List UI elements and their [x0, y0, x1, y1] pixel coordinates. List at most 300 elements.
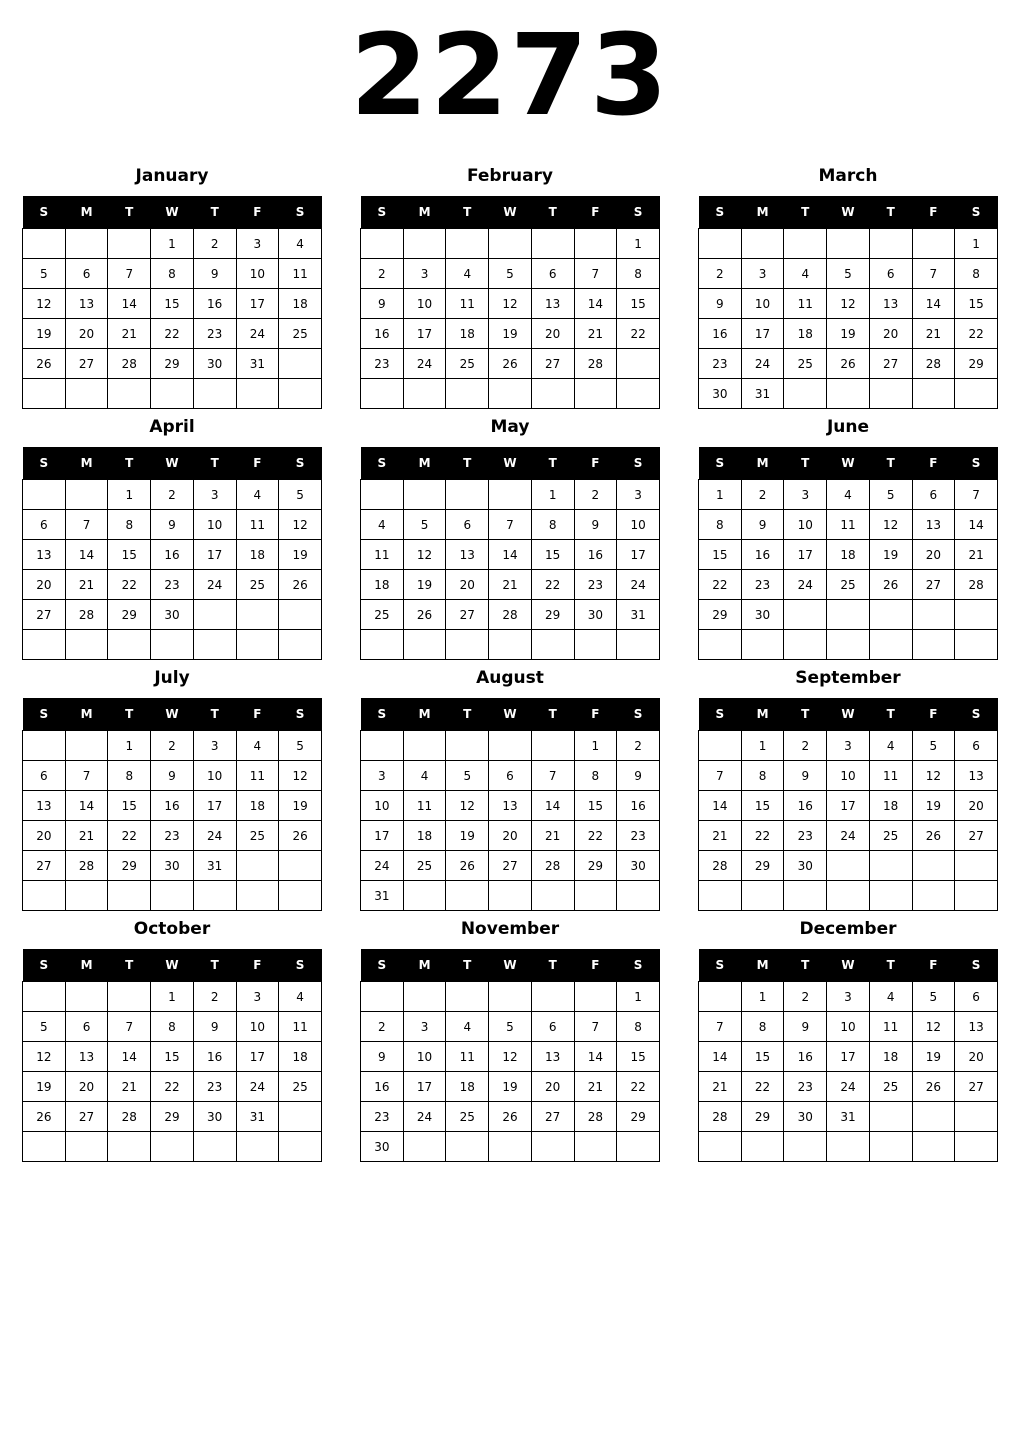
day-cell[interactable]: 1 [108, 480, 151, 510]
day-cell[interactable]: 14 [65, 791, 108, 821]
day-cell[interactable]: 2 [741, 480, 784, 510]
day-cell[interactable]: 7 [65, 510, 108, 540]
day-cell[interactable]: 2 [574, 480, 617, 510]
day-cell[interactable]: 1 [151, 982, 194, 1012]
day-cell[interactable]: 1 [574, 731, 617, 761]
day-cell[interactable]: 18 [869, 1042, 912, 1072]
day-cell[interactable]: 31 [361, 881, 404, 911]
day-cell[interactable]: 9 [151, 510, 194, 540]
day-cell[interactable]: 16 [699, 319, 742, 349]
day-cell[interactable]: 5 [827, 259, 870, 289]
day-cell[interactable]: 6 [446, 510, 489, 540]
day-cell[interactable]: 13 [23, 791, 66, 821]
day-cell[interactable]: 9 [784, 1012, 827, 1042]
day-cell[interactable]: 4 [869, 982, 912, 1012]
day-cell[interactable]: 25 [784, 349, 827, 379]
day-cell[interactable]: 21 [699, 821, 742, 851]
day-cell[interactable]: 28 [912, 349, 955, 379]
day-cell[interactable]: 2 [784, 731, 827, 761]
day-cell[interactable]: 28 [955, 570, 998, 600]
day-cell[interactable]: 11 [446, 289, 489, 319]
day-cell[interactable]: 11 [279, 259, 322, 289]
day-cell[interactable]: 4 [279, 229, 322, 259]
day-cell[interactable]: 5 [489, 259, 532, 289]
day-cell[interactable]: 26 [23, 1102, 66, 1132]
day-cell[interactable]: 16 [574, 540, 617, 570]
day-cell[interactable]: 13 [446, 540, 489, 570]
day-cell[interactable]: 25 [446, 349, 489, 379]
day-cell[interactable]: 1 [617, 229, 660, 259]
day-cell[interactable]: 10 [361, 791, 404, 821]
day-cell[interactable]: 15 [699, 540, 742, 570]
day-cell[interactable]: 13 [531, 1042, 574, 1072]
day-cell[interactable]: 27 [65, 349, 108, 379]
day-cell[interactable]: 10 [193, 761, 236, 791]
day-cell[interactable]: 25 [827, 570, 870, 600]
day-cell[interactable]: 30 [784, 851, 827, 881]
day-cell[interactable]: 26 [912, 1072, 955, 1102]
day-cell[interactable]: 2 [361, 1012, 404, 1042]
day-cell[interactable]: 14 [531, 791, 574, 821]
day-cell[interactable]: 28 [699, 1102, 742, 1132]
day-cell[interactable]: 21 [108, 1072, 151, 1102]
day-cell[interactable]: 6 [65, 259, 108, 289]
day-cell[interactable]: 19 [23, 319, 66, 349]
day-cell[interactable]: 18 [279, 1042, 322, 1072]
day-cell[interactable]: 3 [236, 982, 279, 1012]
day-cell[interactable]: 4 [784, 259, 827, 289]
day-cell[interactable]: 21 [574, 319, 617, 349]
day-cell[interactable]: 27 [955, 821, 998, 851]
day-cell[interactable]: 6 [955, 982, 998, 1012]
day-cell[interactable]: 28 [108, 1102, 151, 1132]
day-cell[interactable]: 5 [446, 761, 489, 791]
day-cell[interactable]: 15 [574, 791, 617, 821]
day-cell[interactable]: 27 [65, 1102, 108, 1132]
day-cell[interactable]: 20 [531, 1072, 574, 1102]
day-cell[interactable]: 23 [193, 1072, 236, 1102]
day-cell[interactable]: 6 [869, 259, 912, 289]
day-cell[interactable]: 11 [236, 510, 279, 540]
day-cell[interactable]: 27 [23, 851, 66, 881]
day-cell[interactable]: 12 [446, 791, 489, 821]
day-cell[interactable]: 18 [869, 791, 912, 821]
day-cell[interactable]: 24 [403, 349, 446, 379]
day-cell[interactable]: 18 [784, 319, 827, 349]
day-cell[interactable]: 14 [574, 1042, 617, 1072]
day-cell[interactable]: 11 [784, 289, 827, 319]
day-cell[interactable]: 29 [574, 851, 617, 881]
day-cell[interactable]: 24 [236, 319, 279, 349]
day-cell[interactable]: 23 [574, 570, 617, 600]
day-cell[interactable]: 27 [23, 600, 66, 630]
day-cell[interactable]: 14 [699, 1042, 742, 1072]
day-cell[interactable]: 9 [193, 1012, 236, 1042]
day-cell[interactable]: 22 [617, 1072, 660, 1102]
day-cell[interactable]: 1 [955, 229, 998, 259]
day-cell[interactable]: 20 [65, 319, 108, 349]
day-cell[interactable]: 13 [23, 540, 66, 570]
day-cell[interactable]: 11 [446, 1042, 489, 1072]
day-cell[interactable]: 23 [361, 1102, 404, 1132]
day-cell[interactable]: 29 [741, 1102, 784, 1132]
day-cell[interactable]: 1 [617, 982, 660, 1012]
day-cell[interactable]: 13 [65, 1042, 108, 1072]
day-cell[interactable]: 24 [193, 570, 236, 600]
day-cell[interactable]: 2 [193, 229, 236, 259]
day-cell[interactable]: 22 [108, 570, 151, 600]
day-cell[interactable]: 19 [446, 821, 489, 851]
day-cell[interactable]: 15 [617, 1042, 660, 1072]
day-cell[interactable]: 7 [108, 259, 151, 289]
day-cell[interactable]: 26 [446, 851, 489, 881]
day-cell[interactable]: 18 [827, 540, 870, 570]
day-cell[interactable]: 28 [699, 851, 742, 881]
day-cell[interactable]: 19 [279, 791, 322, 821]
day-cell[interactable]: 19 [489, 319, 532, 349]
day-cell[interactable]: 28 [574, 1102, 617, 1132]
day-cell[interactable]: 5 [403, 510, 446, 540]
day-cell[interactable]: 4 [869, 731, 912, 761]
day-cell[interactable]: 12 [279, 510, 322, 540]
day-cell[interactable]: 24 [827, 1072, 870, 1102]
day-cell[interactable]: 2 [193, 982, 236, 1012]
day-cell[interactable]: 25 [403, 851, 446, 881]
day-cell[interactable]: 21 [955, 540, 998, 570]
day-cell[interactable]: 23 [784, 821, 827, 851]
day-cell[interactable]: 10 [827, 1012, 870, 1042]
day-cell[interactable]: 15 [108, 791, 151, 821]
day-cell[interactable]: 14 [955, 510, 998, 540]
day-cell[interactable]: 7 [699, 761, 742, 791]
day-cell[interactable]: 22 [741, 821, 784, 851]
day-cell[interactable]: 26 [912, 821, 955, 851]
day-cell[interactable]: 9 [574, 510, 617, 540]
day-cell[interactable]: 5 [23, 259, 66, 289]
day-cell[interactable]: 24 [236, 1072, 279, 1102]
day-cell[interactable]: 29 [151, 349, 194, 379]
day-cell[interactable]: 25 [279, 1072, 322, 1102]
day-cell[interactable]: 12 [827, 289, 870, 319]
day-cell[interactable]: 29 [741, 851, 784, 881]
day-cell[interactable]: 3 [741, 259, 784, 289]
day-cell[interactable]: 26 [827, 349, 870, 379]
day-cell[interactable]: 1 [699, 480, 742, 510]
day-cell[interactable]: 2 [784, 982, 827, 1012]
day-cell[interactable]: 24 [193, 821, 236, 851]
day-cell[interactable]: 15 [531, 540, 574, 570]
day-cell[interactable]: 22 [531, 570, 574, 600]
day-cell[interactable]: 29 [108, 600, 151, 630]
day-cell[interactable]: 1 [531, 480, 574, 510]
day-cell[interactable]: 31 [741, 379, 784, 409]
day-cell[interactable]: 7 [912, 259, 955, 289]
day-cell[interactable]: 4 [446, 1012, 489, 1042]
day-cell[interactable]: 23 [784, 1072, 827, 1102]
day-cell[interactable]: 10 [403, 1042, 446, 1072]
day-cell[interactable]: 20 [869, 319, 912, 349]
day-cell[interactable]: 9 [784, 761, 827, 791]
day-cell[interactable]: 14 [574, 289, 617, 319]
day-cell[interactable]: 21 [65, 570, 108, 600]
day-cell[interactable]: 13 [955, 761, 998, 791]
day-cell[interactable]: 21 [574, 1072, 617, 1102]
day-cell[interactable]: 8 [617, 259, 660, 289]
day-cell[interactable]: 28 [65, 851, 108, 881]
day-cell[interactable]: 4 [403, 761, 446, 791]
day-cell[interactable]: 6 [531, 259, 574, 289]
day-cell[interactable]: 23 [193, 319, 236, 349]
day-cell[interactable]: 17 [827, 1042, 870, 1072]
day-cell[interactable]: 8 [151, 1012, 194, 1042]
day-cell[interactable]: 22 [699, 570, 742, 600]
day-cell[interactable]: 8 [741, 1012, 784, 1042]
day-cell[interactable]: 10 [741, 289, 784, 319]
day-cell[interactable]: 5 [912, 982, 955, 1012]
day-cell[interactable]: 8 [108, 761, 151, 791]
day-cell[interactable]: 30 [699, 379, 742, 409]
day-cell[interactable]: 8 [531, 510, 574, 540]
day-cell[interactable]: 20 [489, 821, 532, 851]
day-cell[interactable]: 3 [827, 982, 870, 1012]
day-cell[interactable]: 31 [617, 600, 660, 630]
day-cell[interactable]: 25 [236, 570, 279, 600]
day-cell[interactable]: 1 [108, 731, 151, 761]
day-cell[interactable]: 18 [236, 540, 279, 570]
day-cell[interactable]: 27 [912, 570, 955, 600]
day-cell[interactable]: 19 [279, 540, 322, 570]
day-cell[interactable]: 25 [869, 821, 912, 851]
day-cell[interactable]: 25 [279, 319, 322, 349]
day-cell[interactable]: 16 [151, 791, 194, 821]
day-cell[interactable]: 7 [531, 761, 574, 791]
day-cell[interactable]: 19 [403, 570, 446, 600]
day-cell[interactable]: 7 [108, 1012, 151, 1042]
day-cell[interactable]: 26 [23, 349, 66, 379]
day-cell[interactable]: 9 [617, 761, 660, 791]
day-cell[interactable]: 20 [23, 821, 66, 851]
day-cell[interactable]: 11 [403, 791, 446, 821]
day-cell[interactable]: 14 [489, 540, 532, 570]
day-cell[interactable]: 23 [617, 821, 660, 851]
day-cell[interactable]: 6 [65, 1012, 108, 1042]
day-cell[interactable]: 24 [617, 570, 660, 600]
day-cell[interactable]: 24 [361, 851, 404, 881]
day-cell[interactable]: 18 [446, 1072, 489, 1102]
day-cell[interactable]: 29 [617, 1102, 660, 1132]
day-cell[interactable]: 12 [23, 1042, 66, 1072]
day-cell[interactable]: 20 [912, 540, 955, 570]
day-cell[interactable]: 21 [912, 319, 955, 349]
day-cell[interactable]: 7 [65, 761, 108, 791]
day-cell[interactable]: 21 [489, 570, 532, 600]
day-cell[interactable]: 17 [827, 791, 870, 821]
day-cell[interactable]: 10 [617, 510, 660, 540]
day-cell[interactable]: 10 [784, 510, 827, 540]
day-cell[interactable]: 31 [193, 851, 236, 881]
day-cell[interactable]: 21 [531, 821, 574, 851]
day-cell[interactable]: 13 [955, 1012, 998, 1042]
day-cell[interactable]: 17 [741, 319, 784, 349]
day-cell[interactable]: 29 [151, 1102, 194, 1132]
day-cell[interactable]: 13 [912, 510, 955, 540]
day-cell[interactable]: 30 [784, 1102, 827, 1132]
day-cell[interactable]: 16 [361, 319, 404, 349]
day-cell[interactable]: 13 [531, 289, 574, 319]
day-cell[interactable]: 11 [236, 761, 279, 791]
day-cell[interactable]: 15 [151, 1042, 194, 1072]
day-cell[interactable]: 30 [361, 1132, 404, 1162]
day-cell[interactable]: 3 [403, 259, 446, 289]
day-cell[interactable]: 12 [489, 1042, 532, 1072]
day-cell[interactable]: 2 [151, 480, 194, 510]
day-cell[interactable]: 8 [108, 510, 151, 540]
day-cell[interactable]: 27 [531, 1102, 574, 1132]
day-cell[interactable]: 7 [489, 510, 532, 540]
day-cell[interactable]: 5 [279, 480, 322, 510]
day-cell[interactable]: 3 [193, 731, 236, 761]
day-cell[interactable]: 5 [489, 1012, 532, 1042]
day-cell[interactable]: 24 [403, 1102, 446, 1132]
day-cell[interactable]: 20 [531, 319, 574, 349]
day-cell[interactable]: 18 [361, 570, 404, 600]
day-cell[interactable]: 9 [361, 1042, 404, 1072]
day-cell[interactable]: 3 [193, 480, 236, 510]
day-cell[interactable]: 26 [869, 570, 912, 600]
day-cell[interactable]: 29 [108, 851, 151, 881]
day-cell[interactable]: 15 [617, 289, 660, 319]
day-cell[interactable]: 16 [361, 1072, 404, 1102]
day-cell[interactable]: 31 [236, 1102, 279, 1132]
day-cell[interactable]: 26 [279, 570, 322, 600]
day-cell[interactable]: 21 [108, 319, 151, 349]
day-cell[interactable]: 13 [65, 289, 108, 319]
day-cell[interactable]: 13 [489, 791, 532, 821]
day-cell[interactable]: 9 [151, 761, 194, 791]
day-cell[interactable]: 22 [617, 319, 660, 349]
day-cell[interactable]: 11 [869, 1012, 912, 1042]
day-cell[interactable]: 17 [361, 821, 404, 851]
day-cell[interactable]: 31 [827, 1102, 870, 1132]
day-cell[interactable]: 19 [912, 1042, 955, 1072]
day-cell[interactable]: 3 [784, 480, 827, 510]
day-cell[interactable]: 10 [236, 1012, 279, 1042]
day-cell[interactable]: 22 [741, 1072, 784, 1102]
day-cell[interactable]: 2 [151, 731, 194, 761]
day-cell[interactable]: 10 [193, 510, 236, 540]
day-cell[interactable]: 11 [279, 1012, 322, 1042]
day-cell[interactable]: 20 [446, 570, 489, 600]
day-cell[interactable]: 3 [236, 229, 279, 259]
day-cell[interactable]: 18 [446, 319, 489, 349]
day-cell[interactable]: 12 [279, 761, 322, 791]
day-cell[interactable]: 5 [23, 1012, 66, 1042]
day-cell[interactable]: 16 [193, 289, 236, 319]
day-cell[interactable]: 27 [869, 349, 912, 379]
day-cell[interactable]: 11 [827, 510, 870, 540]
day-cell[interactable]: 8 [574, 761, 617, 791]
day-cell[interactable]: 21 [65, 821, 108, 851]
day-cell[interactable]: 6 [531, 1012, 574, 1042]
day-cell[interactable]: 27 [489, 851, 532, 881]
day-cell[interactable]: 10 [403, 289, 446, 319]
day-cell[interactable]: 23 [361, 349, 404, 379]
day-cell[interactable]: 1 [741, 982, 784, 1012]
day-cell[interactable]: 20 [955, 791, 998, 821]
day-cell[interactable]: 19 [489, 1072, 532, 1102]
day-cell[interactable]: 17 [784, 540, 827, 570]
day-cell[interactable]: 7 [955, 480, 998, 510]
day-cell[interactable]: 6 [955, 731, 998, 761]
day-cell[interactable]: 8 [741, 761, 784, 791]
day-cell[interactable]: 9 [699, 289, 742, 319]
day-cell[interactable]: 17 [193, 791, 236, 821]
day-cell[interactable]: 28 [531, 851, 574, 881]
day-cell[interactable]: 22 [151, 1072, 194, 1102]
day-cell[interactable]: 16 [193, 1042, 236, 1072]
day-cell[interactable]: 28 [65, 600, 108, 630]
day-cell[interactable]: 12 [912, 761, 955, 791]
day-cell[interactable]: 4 [827, 480, 870, 510]
day-cell[interactable]: 4 [279, 982, 322, 1012]
day-cell[interactable]: 4 [236, 731, 279, 761]
day-cell[interactable]: 20 [65, 1072, 108, 1102]
day-cell[interactable]: 19 [912, 791, 955, 821]
day-cell[interactable]: 29 [955, 349, 998, 379]
day-cell[interactable]: 30 [193, 1102, 236, 1132]
day-cell[interactable]: 26 [489, 349, 532, 379]
day-cell[interactable]: 17 [403, 1072, 446, 1102]
day-cell[interactable]: 3 [617, 480, 660, 510]
day-cell[interactable]: 30 [151, 851, 194, 881]
day-cell[interactable]: 16 [151, 540, 194, 570]
day-cell[interactable]: 4 [361, 510, 404, 540]
day-cell[interactable]: 9 [741, 510, 784, 540]
day-cell[interactable]: 19 [827, 319, 870, 349]
day-cell[interactable]: 15 [108, 540, 151, 570]
day-cell[interactable]: 16 [784, 1042, 827, 1072]
day-cell[interactable]: 18 [236, 791, 279, 821]
day-cell[interactable]: 17 [403, 319, 446, 349]
day-cell[interactable]: 25 [236, 821, 279, 851]
day-cell[interactable]: 14 [699, 791, 742, 821]
day-cell[interactable]: 29 [531, 600, 574, 630]
day-cell[interactable]: 9 [193, 259, 236, 289]
day-cell[interactable]: 30 [617, 851, 660, 881]
day-cell[interactable]: 14 [912, 289, 955, 319]
day-cell[interactable]: 8 [699, 510, 742, 540]
day-cell[interactable]: 14 [108, 289, 151, 319]
day-cell[interactable]: 15 [955, 289, 998, 319]
day-cell[interactable]: 6 [23, 761, 66, 791]
day-cell[interactable]: 12 [403, 540, 446, 570]
day-cell[interactable]: 8 [955, 259, 998, 289]
day-cell[interactable]: 15 [741, 1042, 784, 1072]
day-cell[interactable]: 12 [912, 1012, 955, 1042]
day-cell[interactable]: 3 [361, 761, 404, 791]
day-cell[interactable]: 27 [446, 600, 489, 630]
day-cell[interactable]: 21 [699, 1072, 742, 1102]
day-cell[interactable]: 24 [784, 570, 827, 600]
day-cell[interactable]: 7 [574, 1012, 617, 1042]
day-cell[interactable]: 31 [236, 349, 279, 379]
day-cell[interactable]: 11 [361, 540, 404, 570]
day-cell[interactable]: 12 [23, 289, 66, 319]
day-cell[interactable]: 9 [361, 289, 404, 319]
day-cell[interactable]: 8 [151, 259, 194, 289]
day-cell[interactable]: 26 [403, 600, 446, 630]
day-cell[interactable]: 22 [955, 319, 998, 349]
